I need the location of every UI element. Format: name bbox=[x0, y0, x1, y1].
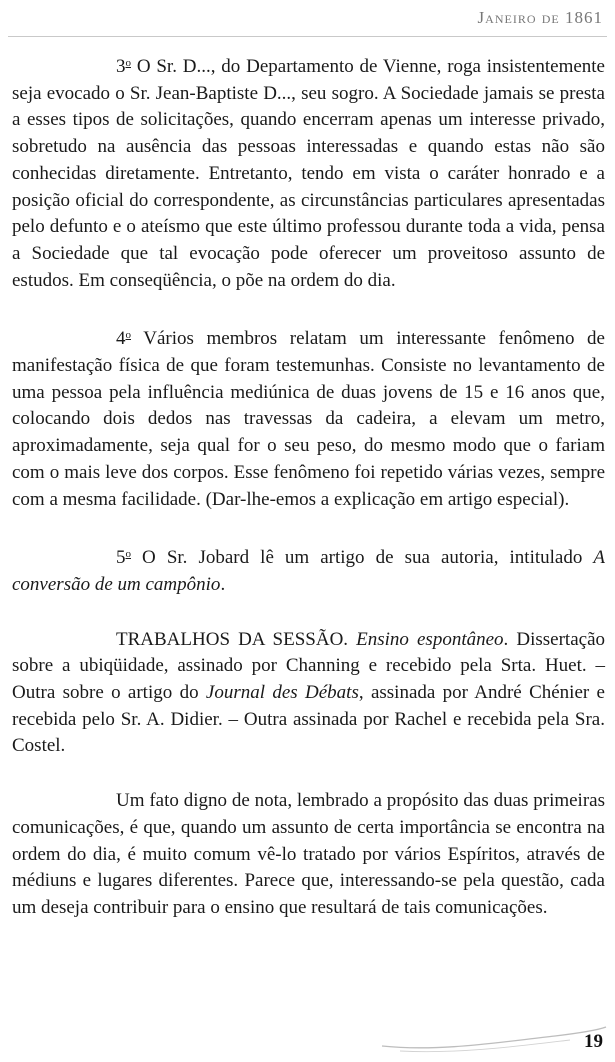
footer-ornament bbox=[380, 1024, 610, 1056]
session-works-subheading: Ensino espontâneo bbox=[356, 628, 504, 650]
session-works-paragraph: TRABALHOS DA SESSÃO. Ensino espontâneo. Dissertação sobre a ubiqüidade, assinado por Channing e recebido pela Srta. Huet. – Outra sobre o artigo do Journal des Débats, assinada por André Chénier e recebida pelo Sr. A. Didier. – Outra assinada por Rachel e recebida pela Sra. Costel. bbox=[12, 628, 605, 757]
paragraph-item-3 bbox=[12, 50, 605, 294]
journal-title: Journal des Débats bbox=[205, 682, 359, 704]
paragraph-item-4 bbox=[12, 322, 605, 513]
article-title: A conversão de um campônio bbox=[12, 547, 605, 595]
running-header: Janeiro de 1861 bbox=[477, 8, 603, 27]
page-body bbox=[12, 50, 605, 922]
closing-paragraph: Um fato digno de nota, lembrado a propósito das duas primeiras comunicações, é que, quando um assunto de certa importância se encontra na ordem do dia, é muito comum vê-lo tratado por vários Espíritos, através de médiuns e lugares diferentes. Parece que, interessando-se pela questão, cada um deseja contribuir para o ensino que resultará de tais comunicações. bbox=[12, 790, 605, 918]
page-number: 19 bbox=[584, 1031, 603, 1052]
item-number-4: 4$^o$ bbox=[116, 328, 131, 350]
item-number-3: 3$^o$ bbox=[116, 56, 131, 77]
item-number-5: 5$^o$ bbox=[116, 547, 131, 569]
paragraph-item-5: 5$^o$ O Sr. Jobard lê um artigo de sua autoria, intitulado A conversão de um campônio. bbox=[12, 547, 605, 595]
paragraph-5-text: O Sr. Jobard lê um artigo de sua autoria, intitulado bbox=[131, 547, 594, 569]
session-works-heading: TRABALHOS DA SESSÃO. bbox=[116, 628, 349, 650]
header-divider bbox=[8, 36, 607, 37]
paragraph-3-text: O Sr. D..., do Departamento de Vienne, roga insistentemente seja evocado o Sr. Jean-Baptiste D..., seu sogro. A Sociedade jamais se presta a esses tipos de solicitações, quando encerram apenas um interesse privado, sobretudo na ausência das pessoas interessadas e quando estas não são conhecidas diretamente. Entretanto, tendo em vista o caráter honrado e a posição oficial do correspondente, as circunstâncias particulares apresentadas pelo defunto e o ateísmo que este último professou durante toda a vida, pensa a Sociedade que tal evocação pode oferecer um proveitoso assunto de estudos. Em conseqüência, o põe na ordem do dia. bbox=[12, 56, 605, 291]
paragraph-4-text: Vários membros relatam um interessante fenômeno de manifestação física de que foram testemunhas. Consiste no levantamento de uma pessoa pela influência mediúnica de duas jovens de 15 e 16 anos que, colocando dois dedos nas travessas da cadeira, a elevam um metro, aproximadamente, seja qual for o seu peso, do mesmo modo que o fariam com o mais leve dos corpos. Esse fenômeno foi repetido várias vezes, sempre com a mesma facilidade. (Dar-lhe-emos a explicação em artigo especial). bbox=[12, 328, 605, 510]
